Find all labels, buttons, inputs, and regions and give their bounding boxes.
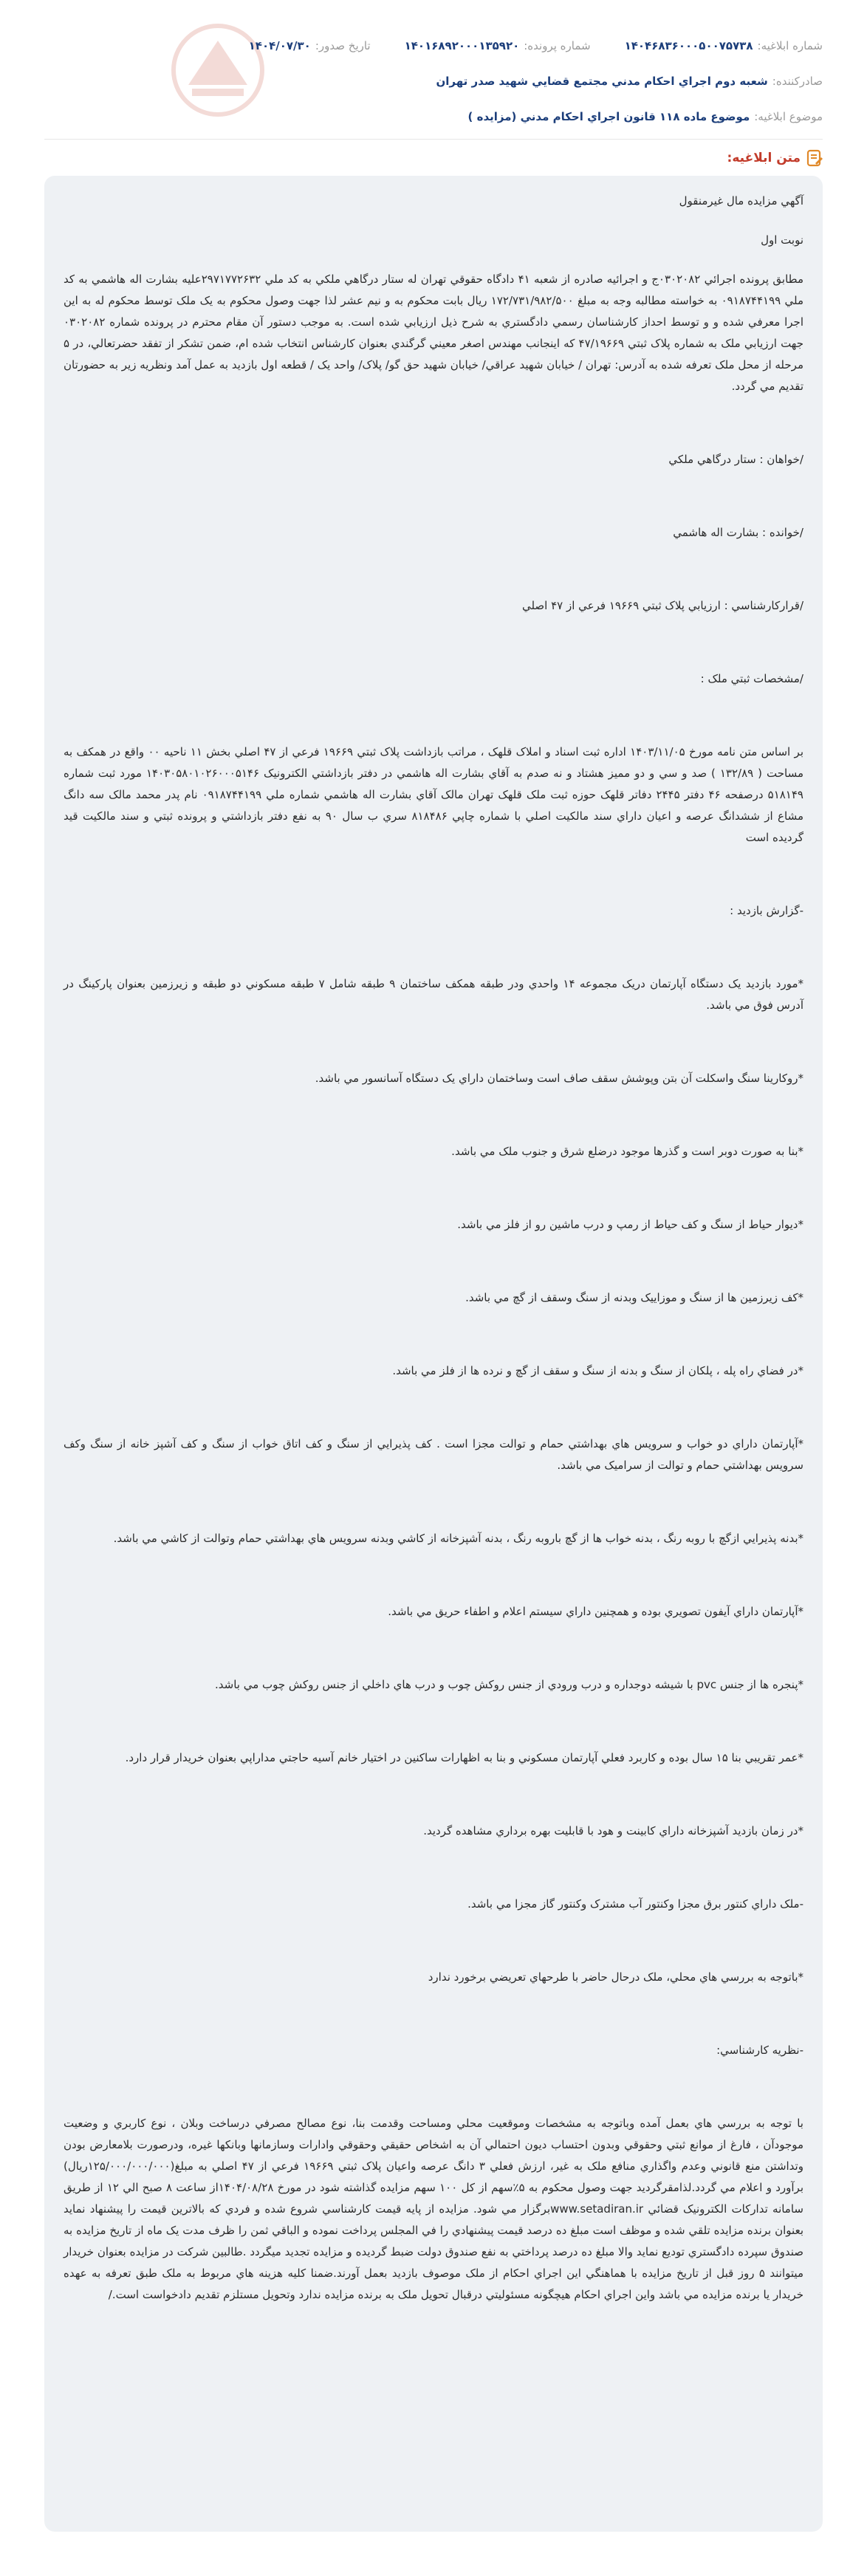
subject-label: موضوع ابلاغيه: xyxy=(754,110,823,123)
inspection-item: *در زمان بازديد آشپزخانه داراي کابينت و هود با قابليت بهره برداري مشاهده گرديد. xyxy=(423,1824,803,1837)
issue-date xyxy=(249,39,371,52)
inspection-item: *مورد بازديد يک دستگاه آپارتمان دريک مجموعه ۱۴ واحدي ودر طبقه همکف ساختمان ۹ طبقه شامل ۷ طبقه مسکوني دو طبقه و زيرزمين بعنوان پارکينگ در آدرس فوق مي باشد. xyxy=(64,977,803,1012)
notice-body xyxy=(64,191,803,2306)
notice-number-label: شماره ابلاغيه: xyxy=(757,39,823,52)
plaintiff-line: /خواهان : ستار درگاهي ملکي xyxy=(668,453,803,466)
expert-opinion-heading: -نظريه کارشناسي: xyxy=(716,2044,803,2057)
inspection-item: *پنجره ها از جنس pvc با شيشه دوجداره و درب ورودي از جنس روکش چوب و درب هاي داخلي از جنس روکش چوب مي باشد. xyxy=(214,1678,803,1691)
notice-document-icon xyxy=(805,148,824,168)
case-number-label: شماره پرونده: xyxy=(524,39,591,52)
inspection-item: *بدنه پذيرايي ازگچ با روبه رنگ ، بدنه خواب ها از گچ باروبه رنگ ، بدنه آشپزخانه از کاشي وبدنه سرويس هاي بهداشتي حمام وتوالت از کاشي مي باشد. xyxy=(113,1532,803,1545)
auction-heading: آگهي مزايده مال غيرمنقول xyxy=(679,194,803,208)
inspection-item: *آپارتمان داراي دو خواب و سرويس هاي بهداشتي حمام و توالت مجزا است . کف پذيرايي از سنگ و کف اتاق خواب از سنگ و کف آشپز خانه از سنگ وکف سرويس بهداشتي حمام و توالت از سراميک مي باشد. xyxy=(64,1437,803,1472)
registry-heading: /مشخصات ثبتي ملک : xyxy=(700,672,803,685)
inspection-item: *ديوار حياط از سنگ و کف حياط از رمپ و درب ماشين رو از فلز مي باشد. xyxy=(457,1218,803,1231)
inspection-item: *عمر تقريبي بنا ۱۵ سال بوده و کاربرد فعلي آپارتمان مسکوني و بنا به اظهارات ساکنين در اختيار خانم آسيه حاجتي مداراپي بعنوان خريدار قرار دارد. xyxy=(125,1751,803,1764)
inspection-item: *کف زيرزمين ها از سنگ و موزاييک وبدنه از سنگ وسقف از گچ مي باشد. xyxy=(465,1291,803,1304)
header-divider xyxy=(44,139,823,140)
intro-paragraph: مطابق پرونده اجرائي ۰۳۰۲۰۸۲ج و اجرائيه صادره از شعبه ۴۱ دادگاه حقوقي تهران له ستار درگاهي ملکي به کد ملي ۲۹۷۱۷۷۲۶۳۲عليه بشارت اله هاشمي به کد ملي ۰۹۱۸۷۴۴۱۹۹ به خواسته مطالبه وجه به مبلغ ۱۷۲/۷۳۱/۹۸۲/۵۰۰ ريال بابت محکوم به و نيم عشر لذا جهت وصول محکوم به يک ملک توسط محکوم له به اين اجرا معرفي شده و و توسط احداز کارشناسان رسمي دادگستري به شرح ذيل ارزيابي شده است. به موجب دستور آن مقام محترم در پرونده شماره ۰۳۰۲۰۸۲ جهت ارزيابي ملک به شماره پلاک ثبتي ۴۷/۱۹۶۶۹ که اينجانب مهندس اصغر معيني گرگندي بعنوان کارشناس انتخاب شده ام، ضمن تشکر از تفقد حضرتعالي، در ۵ مرحله از محل ملک تعرفه شده به آدرس: تهران / خيابان شهيد عراقي/ خيابان شهيد حق گو/ پلاک/ واحد يک / قطعه اول بازديد به عمل آمد ونظريه زير به حضورتان تقديم مي گردد. xyxy=(64,273,803,393)
inspection-item: *روکارينا سنگ واسکلت آن بتن وپوشش سقف صاف است وساختمان داراي يک دستگاه آسانسور مي باشد. xyxy=(315,1072,803,1085)
section-title: متن ابلاغيه: xyxy=(727,151,801,165)
inspection-item: *آپارتمان داراي آيفون تصويري بوده و همچنين داراي سيستم اعلام و اطفاء حريق مي باشد. xyxy=(388,1605,803,1618)
notice-number-value: ۱۴۰۴۶۸۳۶۰۰۰۵۰۰۷۵۷۳۸ xyxy=(624,39,753,52)
defendant-line: /خوانده : بشارت اله هاشمي xyxy=(673,526,803,539)
case-number xyxy=(405,39,591,52)
inspection-item: *باتوجه به بررسي هاي محلي، ملک درحال حاضر با طرحهاي تعريضي برخورد ندارد xyxy=(428,1970,803,1984)
case-number-value: ۱۴۰۱۶۸۹۲۰۰۰۱۳۵۹۲۰ xyxy=(404,39,520,52)
meta-row-issuer xyxy=(44,68,823,95)
auction-round: نوبت اول xyxy=(761,233,803,247)
issuer-value: شعبه دوم اجراي احکام مدني مجتمع قضايي شهيد صدر تهران xyxy=(436,75,768,88)
inspection-item: *در فضاي راه پله ، پلکان از سنگ و بدنه از سنگ و سقف از گچ و نرده ها از فلز مي باشد. xyxy=(392,1364,803,1377)
registry-paragraph: بر اساس متن نامه مورخ ۱۴۰۳/۱۱/۰۵ اداره ثبت اسناد و املاک قلهک ، مراتب بازداشت پلاک ثبتي ۱۹۶۶۹ فرعي از ۴۷ اصلي بخش ۱۱ ناحيه ۰۰ واقع در همکف به مساحت ( ۱۳۲/۸۹ ) صد و سي و دو مميز هشتاد و نه صدم به آقاي بشارت اله هاشمي در دفتر بازداشتي الکترونيک ۱۴۰۳۰۵۸۰۱۰۲۶۰۰۰۵۱۴۶ مورد ثبت شماره ۵۱۸۱۴۹ درصفحه ۴۶ دفتر ۲۴۴۵ دفاتر قلهک حوزه ثبت ملک قلهک تهران مالک آقاي بشارت اله هاشمي شماره ملي ۰۹۱۸۷۴۴۱۹۹ نام پدر محمد مالک سه دانگ مشاع از ششدانگ عرصه و اعيان داراي سند مالکيت اصلي با شماره چاپي ۸۱۸۴۸۶ سري ب سال ۹۰ به نفع دفتر بازداشتي و پرونده ثبتي و سند مالکيت قيد گرديده است xyxy=(64,745,803,844)
meta-row-subject xyxy=(44,103,823,130)
expert-order-line: /قرارکارشناسي : ارزيابي پلاک ثبتي ۱۹۶۶۹ فرعي از ۴۷ اصلي xyxy=(521,599,803,612)
expert-opinion-paragraph: با توجه به بررسي هاي بعمل آمده وباتوجه به مشخصات وموقعيت محلي ومساحت وقدمت بنا، نوع مصالح مصرفي درساخت وبلان ، نوع کاربري و وضعيت موجودآن ، فارغ از موانع ثبتي وحقوقي وبدون احتساب ديون احتمالي آن به اشخاص حقيقي وحقوقي وادارات وسازمانها وبانکها غيره، ودرصورت بلامعارض بودن وتداشتن منع قانوني وعدم واگذاري منافع ملک به غير، ارزش فعلي ۳ دانگ عرصه واعيان پلاک ثبتي ۱۹۶۶۹ فرعي از ۴۷ اصلي به مبلغ(۱۲۵/۰۰۰/۰۰۰/۰۰۰ريال) برآورد و اعلام مي گردد.لذامقرگرديد جهت وصول محکوم به ۵٪سهم از کل ۱۰۰ سهم مزايده گذاشته شود در مورخ ۱۴۰۴/۰۸/۲۸از ساعت ۸ صبح الي ۱۲ از طريق سامانه تدارکات الکترونيک قضائي www.setadiran.irبرگزار مي شود. مزايده از پايه قيمت کارشناسي شروع شده و فردي که بالاترين قيمت را پيشنهاد نمايد بعنوان برنده مزايده تلقي شده و موظف است مبلغ ده درصد قيمت پيشنهادي را في المجلس پرداخت نموده و الباقي ثمن را ظرف مدت يک ماه از تاريخ مزايده به صندوق سپرده دادگستري توديع نمايد والا مبلغ ده درصد پرداختي به نفع صندوق دولت ضبط گرديده و مزايده تجديد ميگردد .طالبين شرکت در مزايده بعنوان خريدار ميتوانند ۵ روز قبل از تاريخ مزايده با هماهنگي اين اجراي احکام از ملک موصوف بازديد بعمل آورند.ضمنا کليه هزينه هاي مربوط به ملک طبق تعرفه به عهده خريدار يا برنده مزايده مي باشد واين اجراي احکام هيچگونه مسئوليتي درقبال تحويل ملک به برنده مزايده ندارد وتحويل مستلزم تقديم دادخواست است./ xyxy=(64,2117,803,2301)
inspection-item: *بنا به صورت دوبر است و گذرها موجود درضلع شرق و جنوب ملک مي باشد. xyxy=(451,1145,803,1158)
inspection-heading: -گزارش بازديد : xyxy=(730,904,803,917)
issuer-label: صادرکننده: xyxy=(772,75,823,88)
issue-date-label: تاريخ صدور: xyxy=(315,39,371,52)
issue-date-value: ۱۴۰۴/۰۷/۳۰ xyxy=(248,39,311,52)
subject-value: موضوع ماده ۱۱۸ قانون اجراي احکام مدني (مزايده ) xyxy=(467,110,750,123)
notice-number xyxy=(625,39,823,52)
meta-row-numbers xyxy=(44,32,823,59)
section-heading xyxy=(727,145,824,171)
inspection-item: -ملک داراي کنتور برق مجزا وکنتور آب مشترک وکنتور گاز مجزا مي باشد. xyxy=(467,1897,803,1911)
